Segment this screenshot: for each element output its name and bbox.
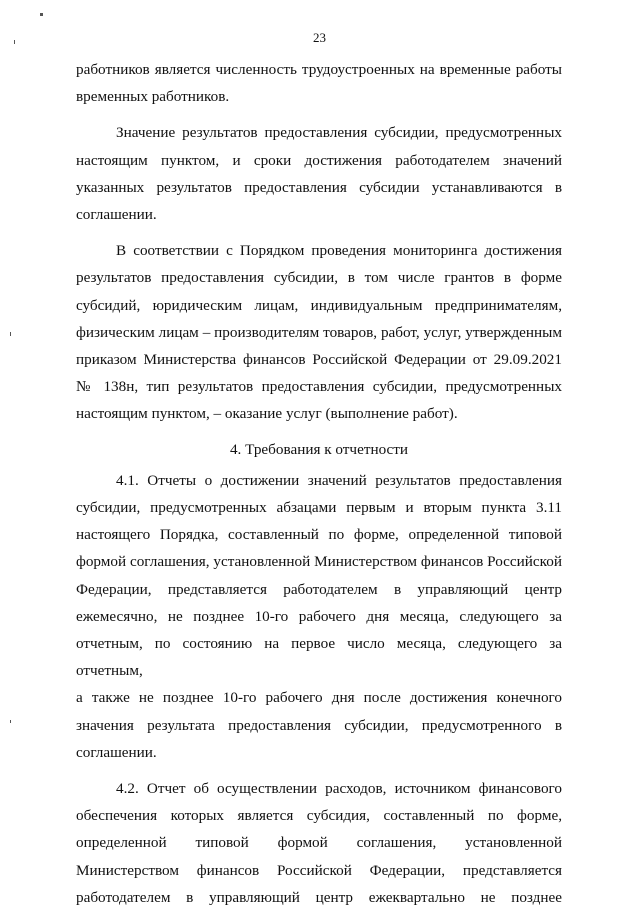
paragraph-line: Федерации, представляется работодателем в управляющий центр — [76, 580, 562, 598]
paragraph-line: работодателем в управляющий центр ежеквартально не позднее — [76, 888, 562, 906]
paragraph-line: отчетным, по состоянию на первое число месяца, следующего за отчетным, — [76, 635, 562, 680]
paragraph-line: определенной типовой формой соглашения, установленной — [76, 834, 562, 852]
paragraph-line: указанных результатов предоставления субсидии устанавливаются в — [76, 178, 562, 196]
page-number: 23 — [313, 30, 326, 45]
document-body — [76, 56, 562, 911]
paragraph-line: В соответствии с Порядком проведения мониторинга достижения — [116, 242, 562, 260]
paragraph-line: настоящим пунктом, – оказание услуг (выполнение работ). — [76, 405, 458, 423]
paragraph-line: а также не позднее 10-го рабочего дня после достижения конечного — [76, 689, 562, 707]
paragraph-line: настоящего Порядка, составленный по форме, определенной типовой — [76, 526, 562, 544]
paragraph-line: результатов предоставления субсидии, в том числе грантов в форме — [76, 269, 562, 287]
paragraph-line: 4.1. Отчеты о достижении значений результатов предоставления — [116, 471, 562, 489]
paragraph-line: № 138н, тип результатов предоставления субсидии, предусмотренных — [76, 378, 562, 396]
paragraph-line: соглашении. — [76, 743, 157, 761]
paragraph-line: физическим лицам – производителям товаров, работ, услуг, утвержденным — [76, 323, 562, 341]
paragraph-line: работников является численность трудоустроенных на временные работы — [76, 61, 562, 78]
paragraph-line: значения результата предоставления субсидии, предусмотренного в — [76, 716, 562, 734]
paragraph-line: соглашении. — [76, 206, 157, 224]
scan-mark-dot — [40, 13, 43, 16]
paragraph-line: субсидий, юридическим лицам, индивидуальным предпринимателям, — [76, 296, 562, 314]
paragraph-line: приказом Министерства финансов Российской Федерации от 29.09.2021 — [76, 351, 562, 369]
paragraph-line: временных работников. — [76, 88, 230, 106]
paragraph-line: ежемесячно, не позднее 10-го рабочего дня месяца, следующего за — [76, 607, 562, 625]
paragraph-line: обеспечения которых является субсидия, составленный по форме, — [76, 807, 562, 825]
paragraph-line: Министерством финансов Российской Федерации, представляется — [76, 861, 562, 879]
scan-mark-line — [10, 720, 11, 723]
paragraph-line: субсидии, предусмотренных абзацами первым и вторым пункта 3.11 — [76, 499, 562, 517]
scan-mark-line — [10, 332, 11, 336]
paragraph-line: Значение результатов предоставления субсидии, предусмотренных — [116, 124, 562, 142]
section-heading: 4. Требования к отчетности — [229, 440, 409, 458]
paragraph-line: формой соглашения, установленной Министерством финансов Российской — [76, 553, 562, 571]
paragraph-line: 4.2. Отчет об осуществлении расходов, источником финансового — [116, 780, 562, 798]
paragraph-line: настоящим пунктом, и сроки достижения работодателем значений — [76, 151, 562, 169]
